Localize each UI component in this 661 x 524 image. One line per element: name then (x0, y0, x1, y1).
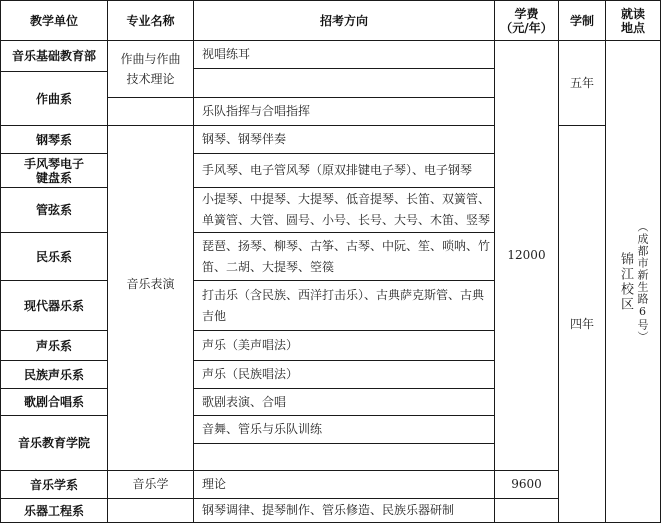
location-cell (606, 41, 660, 522)
dept-cell: 现代器乐系 (23, 298, 84, 313)
direction-cell: 钢琴、钢琴伴奏 (202, 132, 287, 146)
duration-cell: 五年 (569, 75, 594, 90)
direction-cell: 音舞、管乐与乐队训练 (202, 422, 323, 436)
rule (494, 498, 558, 499)
direction-cell: 钢琴调律、提琴制作、管乐修造、民族乐器研制 (202, 503, 455, 517)
major-cell: 作曲与作曲 技术理论 (120, 52, 181, 86)
dept-cell: 民族声乐系 (23, 367, 84, 382)
direction-cell: 手风琴、电子管风琴（原双排键电子琴）、电子钢琴 (202, 163, 473, 177)
duration-cell: 四年 (569, 316, 594, 331)
header-duration: 学制 (569, 13, 594, 28)
header-fee: 学费 （元/年） (500, 6, 553, 35)
rule (0, 522, 661, 523)
header-location: 就读 地点 (620, 6, 645, 35)
direction-cell: 小提琴、中提琴、大提琴、低音提琴、长笛、双簧管、单簧管、大管、圆号、小号、长号、大号、木笛、竖琴 (202, 192, 491, 227)
dept-cell: 手风琴电子 键盘系 (23, 156, 84, 185)
location-address: （成都市新生路6号） (636, 220, 649, 343)
direction-cell: 琵琶、扬琴、柳琴、古筝、古琴、中阮、笙、唢呐、竹笛、二胡、大提琴、箜篌 (202, 238, 491, 274)
major-cell: 音乐表演 (126, 276, 175, 291)
direction-cell (202, 444, 490, 470)
dept-cell: 声乐系 (35, 338, 72, 353)
dept-cell: 作曲系 (35, 91, 72, 106)
dept-cell: 管弦系 (35, 203, 72, 217)
header-direction: 招考方向 (319, 13, 368, 28)
fee-cell: 9600 (511, 477, 542, 491)
dept-cell: 乐器工程系 (23, 503, 84, 518)
dept-cell: 音乐基础教育部 (11, 49, 96, 63)
dept-cell: 音乐教育学院 (17, 436, 90, 450)
direction-cell: 打击乐（含民族、西洋打击乐）、古典萨克斯管、古典吉他 (202, 287, 485, 323)
direction-cell: 乐队指挥与合唱指挥 (202, 104, 311, 118)
dept-cell: 钢琴系 (35, 132, 72, 147)
direction-cell (202, 69, 490, 97)
direction-cell: 声乐（美声唱法） (202, 338, 299, 352)
dept-cell: 歌剧合唱系 (23, 395, 84, 409)
fee-cell: 12000 (507, 248, 546, 262)
major-cell: 音乐学 (132, 477, 169, 491)
direction-cell: 视唱练耳 (202, 47, 251, 61)
dept-cell: 音乐学系 (29, 477, 78, 492)
direction-cell: 歌剧表演、合唱 (202, 394, 287, 409)
location-campus: 锦江校区 (618, 251, 633, 312)
header-major: 专业名称 (126, 13, 175, 28)
direction-cell: 理论 (202, 477, 227, 491)
rule (193, 0, 194, 523)
dept-cell: 民乐系 (35, 249, 72, 264)
direction-cell: 声乐（民族唱法） (202, 367, 299, 381)
header-dept: 教学单位 (29, 13, 78, 28)
